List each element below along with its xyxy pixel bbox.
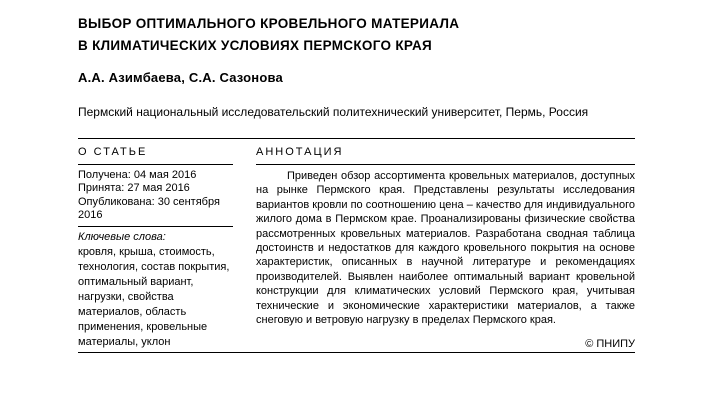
date-published: Опубликована: 30 сентября 2016 bbox=[78, 195, 220, 222]
copyright-notice: © ПНИПУ bbox=[585, 337, 635, 350]
abstract-text: Приведен обзор ассортимента кровельных материалов, доступных на рынке Пермского края. Представлены результаты исследования вариантов кровли по соотношению цена – качество для индивидуального жилого дома в Пермском крае. Проанализированы физические свойства рассмотренных кровельных материалов. Разработана сводная таблица достоинств и недостатков для каждого кровельного покрытия на основе характеристик, описанных в научной литературе и рекомендациях производителей. Выявлен наиболее оптимальный вариант кровельной конструкции для климатических условий Пермского края, учитывая технические и экономические характеристики материалов, а также снеговую и ветровую нагрузку в пределах Пермского края. bbox=[256, 170, 635, 327]
article-title-line-1: ВЫБОР ОПТИМАЛЬНОГО КРОВЕЛЬНОГО МАТЕРИАЛА bbox=[78, 16, 460, 31]
date-received: Получена: 04 мая 2016 bbox=[78, 169, 197, 181]
authors: А.А. Азимбаева, С.А. Сазонова bbox=[78, 70, 283, 85]
date-accepted: Принята: 27 мая 2016 bbox=[78, 182, 190, 195]
article-title bbox=[78, 13, 635, 57]
abstract-column bbox=[256, 139, 635, 350]
keywords-label: Ключевые слова: bbox=[78, 230, 166, 243]
footer-divider bbox=[78, 352, 635, 353]
info-abstract-columns bbox=[78, 139, 635, 350]
article-title-line-2: В КЛИМАТИЧЕСКИХ УСЛОВИЯХ ПЕРМСКОГО КРАЯ bbox=[78, 38, 433, 53]
article-info-heading: О СТАТЬЕ bbox=[78, 139, 233, 165]
article-dates bbox=[78, 165, 233, 227]
keywords-list: кровля, крыша, стоимость, технология, состав покрытия, оптимальный вариант, нагрузки, свойства материалов, область применения, кровельные материалы, уклон bbox=[78, 245, 230, 348]
affiliation: Пермский национальный исследовательский политехнический университет, Пермь, Россия bbox=[78, 105, 589, 119]
article-info-column bbox=[78, 139, 233, 350]
abstract-heading: АННОТАЦИЯ bbox=[256, 139, 635, 165]
article-page bbox=[78, 13, 635, 353]
